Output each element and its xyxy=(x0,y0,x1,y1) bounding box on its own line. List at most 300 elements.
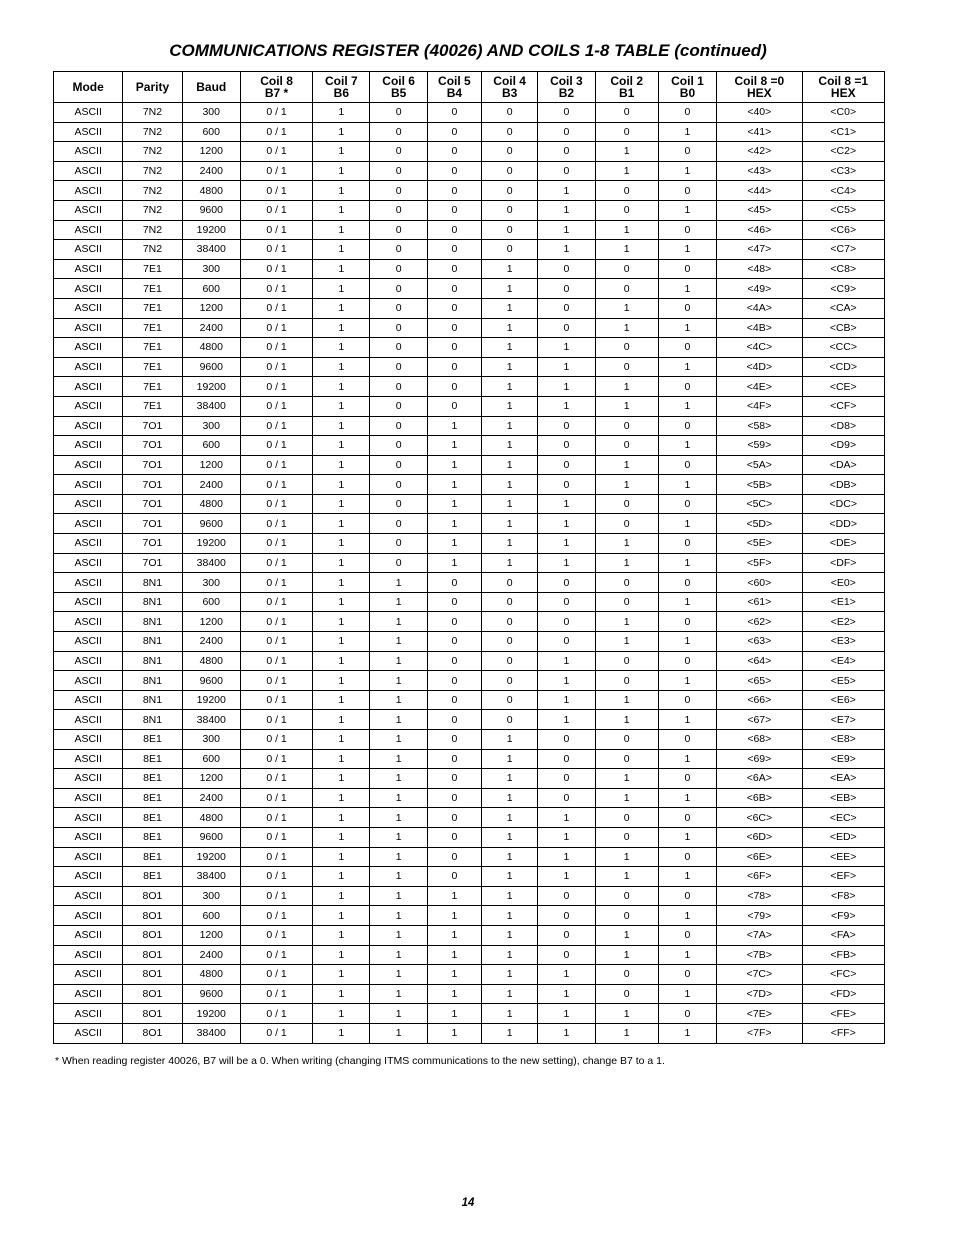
table-cell: 38400 xyxy=(182,867,240,887)
table-cell: <60> xyxy=(717,573,802,593)
table-cell: 0 xyxy=(482,632,538,652)
table-cell: 8N1 xyxy=(123,651,182,671)
table-cell: 1 xyxy=(538,808,595,828)
table-cell: 0 xyxy=(658,494,716,514)
table-header xyxy=(54,72,885,103)
table-cell: 1 xyxy=(595,632,658,652)
table-cell: 0 xyxy=(658,965,716,985)
table-cell: <7A> xyxy=(717,925,802,945)
column-header-label: Parity xyxy=(135,80,170,94)
table-cell: 9600 xyxy=(182,827,240,847)
table-cell: ASCII xyxy=(54,827,123,847)
table-cell: 0 / 1 xyxy=(240,416,312,436)
table-cell: 1 xyxy=(482,514,538,534)
table-cell: 0 xyxy=(538,906,595,926)
table-cell: 7O1 xyxy=(123,455,182,475)
table-cell: 19200 xyxy=(182,847,240,867)
table-cell: 0 xyxy=(427,651,481,671)
table-cell: 1 xyxy=(427,925,481,945)
table-cell: 0 / 1 xyxy=(240,534,312,554)
table-cell: 1 xyxy=(313,396,370,416)
table-cell: 1 xyxy=(595,396,658,416)
table-cell: <C6> xyxy=(802,220,885,240)
table-cell: ASCII xyxy=(54,769,123,789)
table-cell: 8N1 xyxy=(123,690,182,710)
table-cell: 1 xyxy=(427,416,481,436)
table-cell: 0 xyxy=(370,200,427,220)
table-cell: 1 xyxy=(482,984,538,1004)
table-cell: 9600 xyxy=(182,984,240,1004)
table-cell: 1 xyxy=(427,886,481,906)
table-cell: 0 xyxy=(370,416,427,436)
table-row xyxy=(54,279,885,299)
table-cell: 1 xyxy=(370,788,427,808)
table-cell: 0 / 1 xyxy=(240,945,312,965)
table-cell: <E7> xyxy=(802,710,885,730)
table-cell: 0 xyxy=(538,475,595,495)
table-row xyxy=(54,436,885,456)
table-cell: 1 xyxy=(313,984,370,1004)
table-cell: 1 xyxy=(427,553,481,573)
table-cell: 0 xyxy=(370,161,427,181)
table-cell: 0 / 1 xyxy=(240,965,312,985)
table-cell: 0 xyxy=(427,338,481,358)
table-cell: 0 xyxy=(370,436,427,456)
table-row xyxy=(54,1023,885,1043)
table-cell: <DC> xyxy=(802,494,885,514)
table-cell: 1 xyxy=(595,847,658,867)
table-cell: 1 xyxy=(658,475,716,495)
table-cell: 0 xyxy=(427,259,481,279)
table-cell: 1 xyxy=(538,494,595,514)
table-cell: 0 xyxy=(482,240,538,260)
table-cell: 0 / 1 xyxy=(240,906,312,926)
table-row xyxy=(54,142,885,162)
table-cell: <FB> xyxy=(802,945,885,965)
table-cell: 0 xyxy=(538,161,595,181)
table-cell: 19200 xyxy=(182,377,240,397)
table-cell: <DF> xyxy=(802,553,885,573)
table-cell: 1 xyxy=(313,867,370,887)
table-cell: 0 / 1 xyxy=(240,553,312,573)
table-cell: 0 / 1 xyxy=(240,632,312,652)
table-cell: ASCII xyxy=(54,906,123,926)
table-cell: 1 xyxy=(313,573,370,593)
table-cell: 1 xyxy=(313,651,370,671)
table-cell: 1 xyxy=(427,514,481,534)
table-cell: ASCII xyxy=(54,377,123,397)
table-cell: <7F> xyxy=(717,1023,802,1043)
table-cell: 7O1 xyxy=(123,534,182,554)
table-cell: 0 xyxy=(658,220,716,240)
table-cell: <C7> xyxy=(802,240,885,260)
table-cell: 1 xyxy=(658,906,716,926)
table-cell: 0 xyxy=(370,357,427,377)
table-cell: 0 / 1 xyxy=(240,514,312,534)
table-cell: 38400 xyxy=(182,710,240,730)
table-cell: 0 xyxy=(427,847,481,867)
table-cell: 0 xyxy=(538,142,595,162)
table-row xyxy=(54,514,885,534)
table-row xyxy=(54,240,885,260)
table-cell: 0 xyxy=(595,827,658,847)
table-cell: ASCII xyxy=(54,592,123,612)
table-row xyxy=(54,612,885,632)
table-cell: <5D> xyxy=(717,514,802,534)
table-cell: ASCII xyxy=(54,788,123,808)
table-row xyxy=(54,651,885,671)
table-cell: 1 xyxy=(313,318,370,338)
table-cell: <E9> xyxy=(802,749,885,769)
table-cell: 8N1 xyxy=(123,592,182,612)
table-cell: 0 xyxy=(427,730,481,750)
table-cell: 0 xyxy=(538,122,595,142)
table-cell: 1 xyxy=(313,671,370,691)
table-cell: 7O1 xyxy=(123,416,182,436)
table-cell: <46> xyxy=(717,220,802,240)
table-cell: 0 / 1 xyxy=(240,377,312,397)
table-cell: 0 xyxy=(538,749,595,769)
table-cell: 1 xyxy=(658,200,716,220)
table-cell: 0 / 1 xyxy=(240,984,312,1004)
table-cell: 0 / 1 xyxy=(240,161,312,181)
column-header-label: Mode xyxy=(72,80,104,94)
table-cell: 0 xyxy=(538,318,595,338)
table-row xyxy=(54,671,885,691)
table-cell: 0 xyxy=(427,357,481,377)
table-row xyxy=(54,220,885,240)
table-cell: 1 xyxy=(538,200,595,220)
table-cell: 0 xyxy=(595,494,658,514)
table-cell: ASCII xyxy=(54,573,123,593)
table-cell: 1 xyxy=(658,749,716,769)
table-cell: 1 xyxy=(658,710,716,730)
table-cell: 0 / 1 xyxy=(240,827,312,847)
table-cell: 1 xyxy=(313,1004,370,1024)
table-row xyxy=(54,965,885,985)
table-row xyxy=(54,730,885,750)
table-row xyxy=(54,906,885,926)
column-header xyxy=(717,72,802,103)
table-cell: 0 xyxy=(427,318,481,338)
table-row xyxy=(54,455,885,475)
table-cell: 2400 xyxy=(182,475,240,495)
table-cell: 1 xyxy=(538,847,595,867)
table-cell: <FF> xyxy=(802,1023,885,1043)
table-cell: 1 xyxy=(427,984,481,1004)
table-row xyxy=(54,396,885,416)
table-cell: 600 xyxy=(182,749,240,769)
table-row xyxy=(54,769,885,789)
footnote: * When reading register 40026, B7 will be a 0. When writing (changing ITMS communications to the new setting), change B7 to a 1. xyxy=(55,1055,665,1067)
table-cell: 0 xyxy=(427,710,481,730)
table-cell: 1 xyxy=(370,573,427,593)
table-cell: 1 xyxy=(595,142,658,162)
table-cell: 1 xyxy=(370,690,427,710)
table-cell: 1 xyxy=(313,259,370,279)
table-cell: 0 xyxy=(658,808,716,828)
table-cell: <CC> xyxy=(802,338,885,358)
table-row xyxy=(54,494,885,514)
table-row xyxy=(54,749,885,769)
table-cell: 1 xyxy=(427,436,481,456)
table-cell: 1 xyxy=(595,690,658,710)
table-row xyxy=(54,847,885,867)
table-cell: 1 xyxy=(482,494,538,514)
table-cell: 0 / 1 xyxy=(240,749,312,769)
table-cell: 1 xyxy=(313,122,370,142)
table-cell: 0 xyxy=(538,632,595,652)
table-cell: ASCII xyxy=(54,965,123,985)
table-cell: 0 / 1 xyxy=(240,671,312,691)
table-cell: 0 xyxy=(427,220,481,240)
table-cell: <6D> xyxy=(717,827,802,847)
table-row xyxy=(54,259,885,279)
table-cell: 0 xyxy=(370,298,427,318)
table-row xyxy=(54,377,885,397)
table-cell: <69> xyxy=(717,749,802,769)
table-cell: <D9> xyxy=(802,436,885,456)
table-cell: 0 / 1 xyxy=(240,925,312,945)
table-cell: 1 xyxy=(313,769,370,789)
table-cell: 0 / 1 xyxy=(240,867,312,887)
table-cell: <67> xyxy=(717,710,802,730)
table-cell: 1 xyxy=(658,945,716,965)
table-cell: 2400 xyxy=(182,161,240,181)
table-cell: <43> xyxy=(717,161,802,181)
table-cell: ASCII xyxy=(54,240,123,260)
table-cell: ASCII xyxy=(54,749,123,769)
table-cell: <65> xyxy=(717,671,802,691)
table-cell: 0 xyxy=(482,161,538,181)
table-row xyxy=(54,181,885,201)
table-cell: 0 xyxy=(595,279,658,299)
page-title: COMMUNICATIONS REGISTER (40026) AND COILS 1-8 TABLE (continued) xyxy=(169,41,767,60)
table-cell: 7E1 xyxy=(123,318,182,338)
table-row xyxy=(54,945,885,965)
table-cell: 1 xyxy=(482,455,538,475)
table-cell: 1 xyxy=(595,220,658,240)
column-header-label: Coil 8 xyxy=(260,74,293,88)
table-cell: 1 xyxy=(313,240,370,260)
column-header xyxy=(182,72,240,103)
column-header-label: Coil 1 xyxy=(671,74,704,88)
table-cell: <E0> xyxy=(802,573,885,593)
table-cell: 0 xyxy=(658,1004,716,1024)
table-cell: 8O1 xyxy=(123,1004,182,1024)
table-cell: 0 xyxy=(595,103,658,123)
table-cell: 1 xyxy=(427,965,481,985)
table-cell: 1 xyxy=(313,965,370,985)
table-cell: 4800 xyxy=(182,651,240,671)
table-cell: <E2> xyxy=(802,612,885,632)
table-cell: 1 xyxy=(427,906,481,926)
table-cell: 1 xyxy=(370,925,427,945)
table-cell: 1 xyxy=(538,690,595,710)
table-cell: 1 xyxy=(658,279,716,299)
table-cell: ASCII xyxy=(54,925,123,945)
table-cell: 0 xyxy=(595,906,658,926)
table-cell: 8O1 xyxy=(123,965,182,985)
table-cell: 1 xyxy=(595,298,658,318)
table-cell: 1 xyxy=(370,749,427,769)
table-cell: <DD> xyxy=(802,514,885,534)
table-cell: 0 xyxy=(482,710,538,730)
table-cell: 0 xyxy=(482,612,538,632)
table-cell: ASCII xyxy=(54,867,123,887)
table-cell: 4800 xyxy=(182,965,240,985)
table-cell: 1 xyxy=(313,592,370,612)
table-cell: 1 xyxy=(313,906,370,926)
table-cell: 0 / 1 xyxy=(240,122,312,142)
table-cell: 4800 xyxy=(182,494,240,514)
table-cell: 600 xyxy=(182,122,240,142)
table-cell: <DA> xyxy=(802,455,885,475)
table-cell: 19200 xyxy=(182,220,240,240)
table-cell: 0 / 1 xyxy=(240,592,312,612)
column-header xyxy=(658,72,716,103)
page-number: 14 xyxy=(461,1197,475,1209)
table-cell: 0 / 1 xyxy=(240,318,312,338)
table-cell: 0 xyxy=(595,965,658,985)
table-cell: 1 xyxy=(313,475,370,495)
table-cell: 1 xyxy=(370,651,427,671)
table-cell: 1 xyxy=(313,494,370,514)
table-cell: <E4> xyxy=(802,651,885,671)
table-cell: <6F> xyxy=(717,867,802,887)
column-header-label: HEX xyxy=(746,86,772,100)
table-cell: 0 xyxy=(370,338,427,358)
table-cell: 1 xyxy=(595,534,658,554)
table-cell: 1 xyxy=(482,965,538,985)
table-cell: 1 xyxy=(595,612,658,632)
table-cell: <C3> xyxy=(802,161,885,181)
table-cell: 1 xyxy=(538,514,595,534)
table-cell: 0 xyxy=(482,573,538,593)
table-cell: 1 xyxy=(313,142,370,162)
table-cell: 1 xyxy=(658,984,716,1004)
table-cell: 300 xyxy=(182,103,240,123)
table-cell: <64> xyxy=(717,651,802,671)
table-cell: 0 xyxy=(595,436,658,456)
table-cell: ASCII xyxy=(54,298,123,318)
table-cell: 1 xyxy=(595,553,658,573)
table-cell: 0 xyxy=(482,651,538,671)
table-cell: 8N1 xyxy=(123,573,182,593)
table-cell: 1 xyxy=(482,416,538,436)
table-cell: 2400 xyxy=(182,945,240,965)
table-cell: 0 xyxy=(595,592,658,612)
table-cell: 0 xyxy=(658,181,716,201)
table-cell: 1 xyxy=(482,945,538,965)
table-cell: <E6> xyxy=(802,690,885,710)
table-cell: 0 / 1 xyxy=(240,494,312,514)
table-cell: 0 / 1 xyxy=(240,436,312,456)
table-cell: 1 xyxy=(370,632,427,652)
table-cell: 600 xyxy=(182,279,240,299)
table-row xyxy=(54,318,885,338)
table-cell: <5A> xyxy=(717,455,802,475)
table-cell: 0 xyxy=(427,867,481,887)
table-cell: <7D> xyxy=(717,984,802,1004)
table-cell: 600 xyxy=(182,592,240,612)
table-cell: 0 xyxy=(427,200,481,220)
table-cell: 0 xyxy=(370,181,427,201)
table-cell: 7E1 xyxy=(123,279,182,299)
column-header xyxy=(313,72,370,103)
table-cell: 300 xyxy=(182,730,240,750)
table-cell: <ED> xyxy=(802,827,885,847)
table-cell: 0 / 1 xyxy=(240,573,312,593)
table-cell: 8O1 xyxy=(123,886,182,906)
table-cell: <DE> xyxy=(802,534,885,554)
table-cell: 1 xyxy=(313,710,370,730)
table-cell: 1 xyxy=(658,122,716,142)
table-cell: <C2> xyxy=(802,142,885,162)
table-cell: <4E> xyxy=(717,377,802,397)
table-cell: 0 xyxy=(427,808,481,828)
table-cell: 600 xyxy=(182,436,240,456)
table-cell: 0 xyxy=(658,377,716,397)
table-cell: 0 / 1 xyxy=(240,103,312,123)
table-row xyxy=(54,553,885,573)
table-cell: 0 xyxy=(595,886,658,906)
table-cell: 1 xyxy=(313,181,370,201)
table-cell: ASCII xyxy=(54,455,123,475)
column-header xyxy=(538,72,595,103)
table-cell: 0 / 1 xyxy=(240,612,312,632)
table-cell: 0 / 1 xyxy=(240,279,312,299)
table-cell: <61> xyxy=(717,592,802,612)
table-cell: 1 xyxy=(595,240,658,260)
table-cell: 1 xyxy=(538,396,595,416)
table-cell: <4B> xyxy=(717,318,802,338)
table-cell: 1 xyxy=(482,906,538,926)
table-cell: 0 xyxy=(538,788,595,808)
column-header-label: B0 xyxy=(679,86,696,100)
table-cell: 0 xyxy=(370,220,427,240)
table-row xyxy=(54,416,885,436)
table-cell: 8E1 xyxy=(123,847,182,867)
table-cell: ASCII xyxy=(54,651,123,671)
table-cell: 0 xyxy=(538,103,595,123)
table-cell: 1 xyxy=(538,710,595,730)
table-cell: 0 xyxy=(427,161,481,181)
table-cell: 0 xyxy=(538,416,595,436)
column-header-label: Coil 6 xyxy=(382,74,415,88)
table-cell: 1 xyxy=(370,808,427,828)
column-header-label: B7 * xyxy=(264,86,289,100)
table-cell: 0 xyxy=(370,534,427,554)
table-cell: 0 xyxy=(658,847,716,867)
table-cell: ASCII xyxy=(54,396,123,416)
table-cell: 0 xyxy=(482,103,538,123)
table-cell: 7E1 xyxy=(123,357,182,377)
table-cell: 0 / 1 xyxy=(240,886,312,906)
table-cell: <CF> xyxy=(802,396,885,416)
table-cell: 0 xyxy=(427,240,481,260)
table-cell: 1 xyxy=(313,103,370,123)
table-cell: <EA> xyxy=(802,769,885,789)
table-cell: 0 xyxy=(595,573,658,593)
table-cell: 0 xyxy=(482,122,538,142)
table-cell: 0 xyxy=(658,612,716,632)
table-cell: 0 xyxy=(370,318,427,338)
table-cell: 1 xyxy=(538,338,595,358)
table-cell: 9600 xyxy=(182,357,240,377)
table-cell: 7E1 xyxy=(123,259,182,279)
table-cell: 2400 xyxy=(182,318,240,338)
